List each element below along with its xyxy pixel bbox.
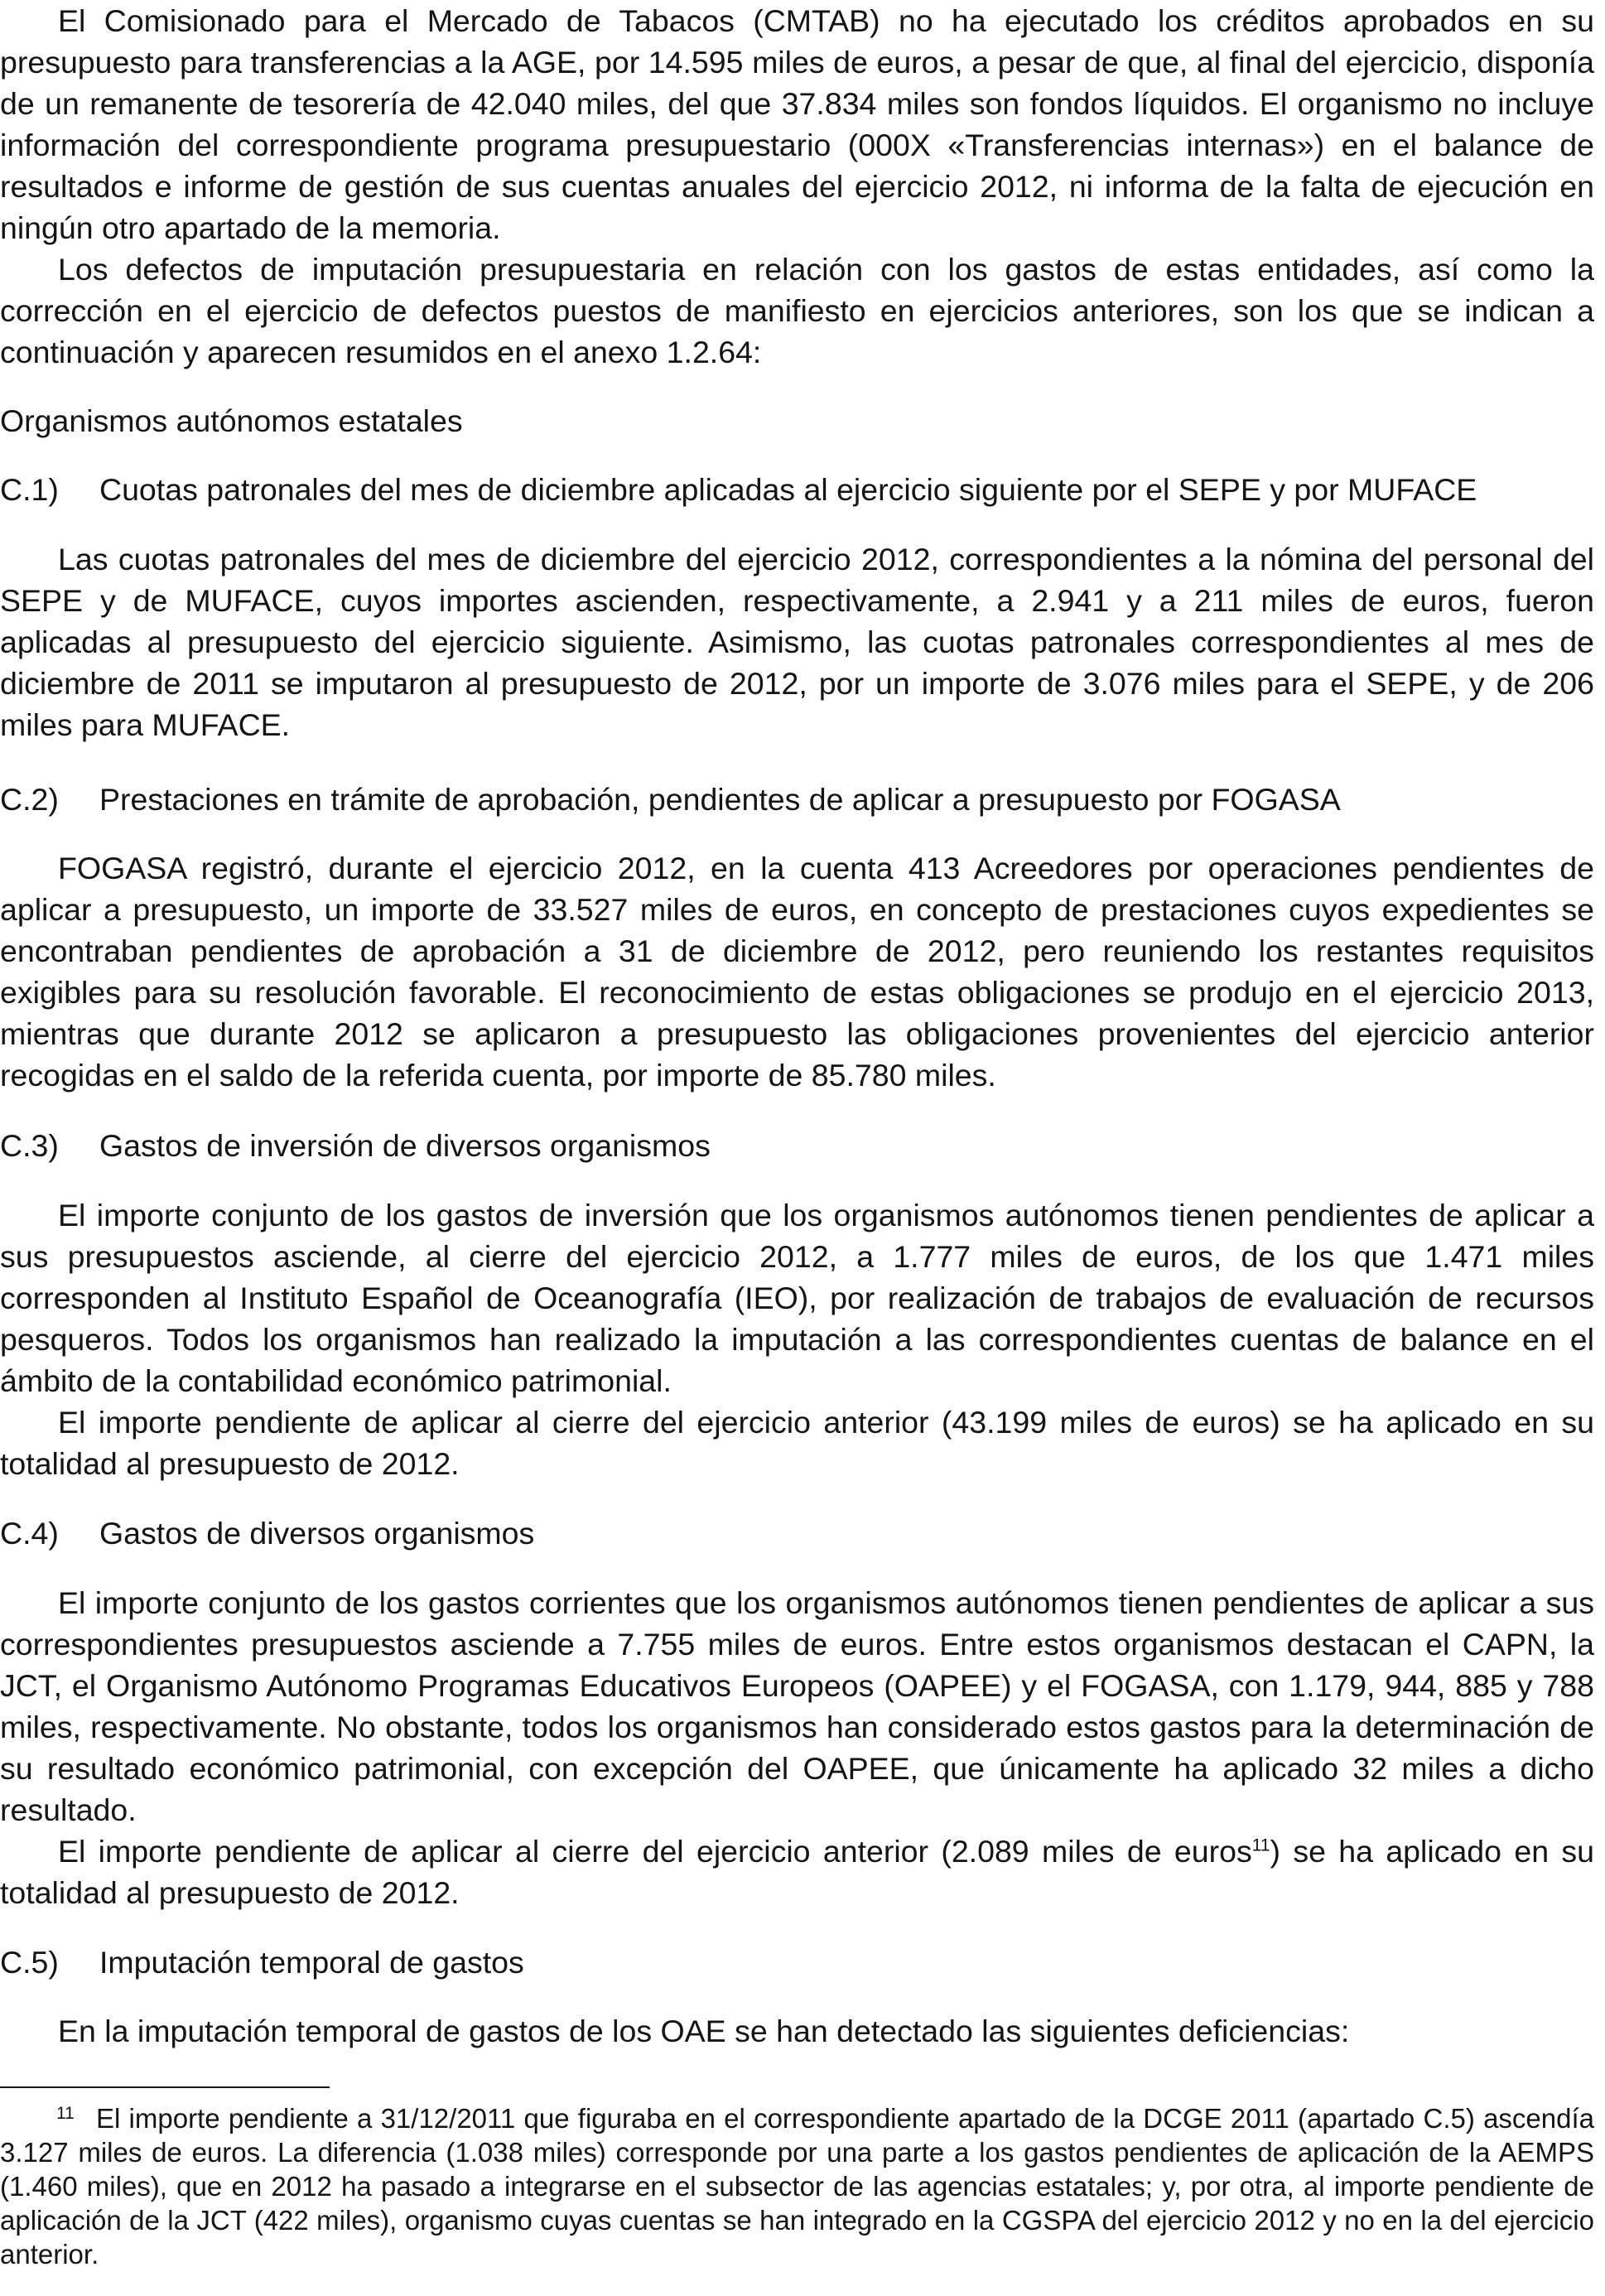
paragraph-inversion [0, 1194, 1594, 1484]
subheading-c3 [0, 1125, 1594, 1166]
subheading-title: Imputación temporal de gastos [99, 1945, 524, 1980]
paragraph-text: FOGASA registró, durante el ejercicio 2012, en la cuenta 413 Acreedores por operaciones pendientes de aplicar a presupuesto, un importe de 33.527 miles de euros, en concepto de prestaciones cuyos expedientes se encontraban pendientes de aprobación a 31 de diciembre de 2012, pero reuniendo los restantes requisitos exigibles para su resolución favorable. El reconocimiento de estas obligaciones se produjo en el ejercicio 2013, mientras que durante 2012 se aplicaron a presupuesto las obligaciones provenientes del ejercicio anterior recogidas en el saldo de la referida cuenta, por importe de 85.780 miles. [0, 851, 1594, 1093]
paragraph-text [0, 1831, 1594, 1913]
paragraph-imputacion [0, 2010, 1594, 2052]
subheading-number: C.4) [0, 1516, 59, 1551]
subheading-number: C.3) [0, 1128, 59, 1163]
paragraph-defectos [0, 248, 1594, 373]
subheading-title: Prestaciones en trámite de aprobación, pendientes de aplicar a presupuesto por FOGASA [99, 782, 1341, 817]
subheading-c5 [0, 1941, 1594, 1983]
paragraph-text: Las cuotas patronales del mes de diciembre del ejercicio 2012, correspondientes a la nómina del personal del SEPE y de MUFACE, cuyos importes ascienden, respectivamente, a 2.941 y a 211 miles de euros, fueron aplicadas al presupuesto del ejercicio siguiente. Asimismo, las cuotas patronales correspondientes al mes de diciembre de 2011 se imputaron al presupuesto de 2012, por un importe de 3.076 miles para el SEPE, y de 206 miles para MUFACE. [0, 542, 1594, 742]
subheading-title: Gastos de inversión de diversos organismos [99, 1128, 711, 1163]
subheading-title: Cuotas patronales del mes de diciembre aplicadas al ejercicio siguiente por el SEPE y por MUFACE [99, 472, 1477, 507]
subheading-number: C.2) [0, 782, 59, 817]
subheading-number: C.1) [0, 472, 59, 507]
footnote-number: 11 [56, 2104, 75, 2123]
paragraph-cmtab [0, 0, 1594, 248]
paragraph-text-part: El importe pendiente de aplicar al cierre del ejercicio anterior (2.089 miles de euros [58, 1834, 1252, 1869]
paragraph-text: El Comisionado para el Mercado de Tabacos (CMTAB) no ha ejecutado los créditos aprobados en su presupuesto para transferencias a la AGE, por 14.595 miles de euros, a pesar de que, al final del ejercicio, disponía de un remanente de tesorería de 42.040 miles, del que 37.834 miles son fondos líquidos. El organismo no incluye información del correspondiente programa presupuestario (000X «Transferencias internas») en el balance de resultados e informe de gestión de sus cuentas anuales del ejercicio 2012, ni informa de la falta de ejecución en ningún otro apartado de la memoria. [0, 3, 1594, 245]
paragraph-cuotas [0, 538, 1594, 745]
subheading-c1 [0, 469, 1594, 510]
paragraph-text: El importe conjunto de los gastos corrientes que los organismos autónomos tienen pendientes de aplicar a sus correspondientes presupuestos asciende a 7.755 miles de euros. Entre estos organismos destacan el CAPN, la JCT, el Organismo Autónomo Programas Educativos Europeos (OAPEE) y el FOGASA, con 1.179, 944, 885 y 788 miles, respectivamente. No obstante, todos los organismos han considerado estos gastos para la determinación de su resultado económico patrimonial, con excepción del OAPEE, que únicamente ha aplicado 32 miles a dicho resultado. [0, 1585, 1594, 1827]
paragraph-fogasa [0, 847, 1594, 1096]
subheading-title: Gastos de diversos organismos [99, 1516, 535, 1551]
footnote [0, 2101, 1594, 2271]
subheading-c4 [0, 1512, 1594, 1554]
paragraph-text: El importe pendiente de aplicar al cierre del ejercicio anterior (43.199 miles de euros) se ha aplicado en su totalidad al presupuesto de 2012. [0, 1405, 1594, 1481]
paragraph-text: Los defectos de imputación presupuestaria en relación con los gastos de estas entidades, así como la corrección en el ejercicio de defectos puestos de manifiesto en ejercicios anteriores, son los que se indican a continuación y aparecen resumidos en el anexo 1.2.64: [0, 252, 1594, 369]
subheading-c2 [0, 779, 1594, 820]
footnote-reference: 11 [1251, 1835, 1270, 1855]
section-heading-oae [0, 400, 1594, 441]
paragraph-text: El importe conjunto de los gastos de inversión que los organismos autónomos tienen pendientes de aplicar a sus presupuestos asciende, al cierre del ejercicio 2012, a 1.777 miles de euros, de los que 1.471 miles corresponden al Instituto Español de Oceanografía (IEO), por realización de trabajos de evaluación de recursos pesqueros. Todos los organismos han realizado la imputación a las correspondientes cuentas de balance en el ámbito de la contabilidad económico patrimonial. [0, 1198, 1594, 1398]
footnote-divider [0, 2086, 330, 2088]
paragraph-text-part: ) se ha aplicado en su totalidad al presupuesto de 2012. [0, 1834, 1594, 1910]
footnote-text: El importe pendiente a 31/12/2011 que figuraba en el correspondiente apartado de la DCGE 2011 (apartado C.5) ascendía 3.127 miles de euros. La diferencia (1.038 miles) corresponde por una parte a los gastos pendientes de aplicación de la AEMPS (1.460 miles), que en 2012 ha pasado a integrarse en el subsector de las agencias estatales; y, por otra, al importe pendiente de aplicación de la JCT (422 miles), organismo cuyas cuentas se han integrado en la CGSPA del ejercicio 2012 y no en la del ejercicio anterior. [0, 2103, 1594, 2269]
section-title: Organismos autónomos estatales [0, 403, 463, 438]
paragraph-text: En la imputación temporal de gastos de los OAE se han detectado las siguientes deficiencias: [58, 2014, 1350, 2048]
paragraph-gastos-corrientes [0, 1582, 1594, 1913]
subheading-number: C.5) [0, 1945, 59, 1980]
